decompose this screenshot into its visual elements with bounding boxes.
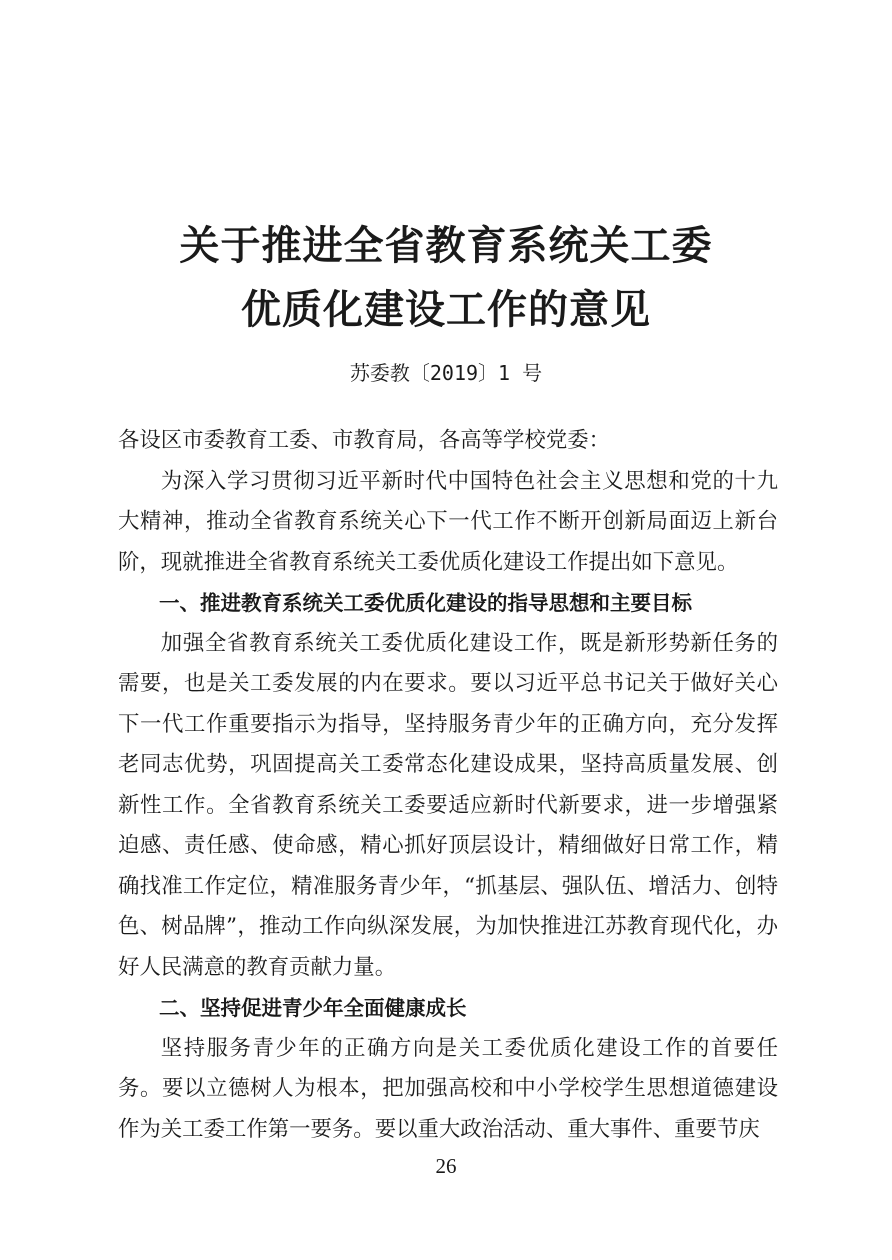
salutation: 各设区市委教育工委、市教育局，各高等学校党委：	[118, 428, 610, 453]
section-2-heading: 二、坚持促进青少年全面健康成长	[159, 996, 467, 1020]
document-title-line-2: 优质化建设工作的意见	[241, 286, 651, 333]
section-1-paragraph: 加强全省教育系统关工委优质化建设工作，既是新形势新任务的需要，也是关工委发展的内在要求。要以习近平总书记关于做好关心下一代工作重要指示为指导，坚持服务青少年的正确方向，充分发挥老同志优势，巩固提高关工委常态化建设成果，坚持高质量发展、创新性工作。全省教育系统关工委要适应新时代新要求，进一步增强紧迫感、责任感、使命感，精心抓好顶层设计，精细做好日常工作，精确找准工作定位，精准服务青少年，“抓基层、强队伍、增活力、创特色、树品牌”，推动工作向纵深发展，为加快推进江苏教育现代化，办好人民满意的教育贡献力量。	[118, 630, 778, 980]
document-number: 苏委教〔2019〕1 号	[349, 361, 543, 385]
section-1-heading: 一、推进教育系统关工委优质化建设的指导思想和主要目标	[159, 591, 692, 615]
document-title-line-1: 关于推进全省教育系统关工委	[179, 222, 713, 269]
page-number: 26	[435, 1154, 457, 1178]
intro-paragraph: 为深入学习贯彻习近平新时代中国特色社会主义思想和党的十九大精神，推动全省教育系统关心下一代工作不断开创新局面迈上新台阶，现就推进全省教育系统关工委优质化建设工作提出如下意见。	[118, 468, 778, 575]
section-2-paragraph: 坚持服务青少年的正确方向是关工委优质化建设工作的首要任务。要以立德树人为根本，把加强高校和中小学校学生思想道德建设作为关工委工作第一要务。要以重大政治活动、重大事件、重要节庆	[118, 1035, 778, 1142]
document-body	[118, 421, 778, 1150]
